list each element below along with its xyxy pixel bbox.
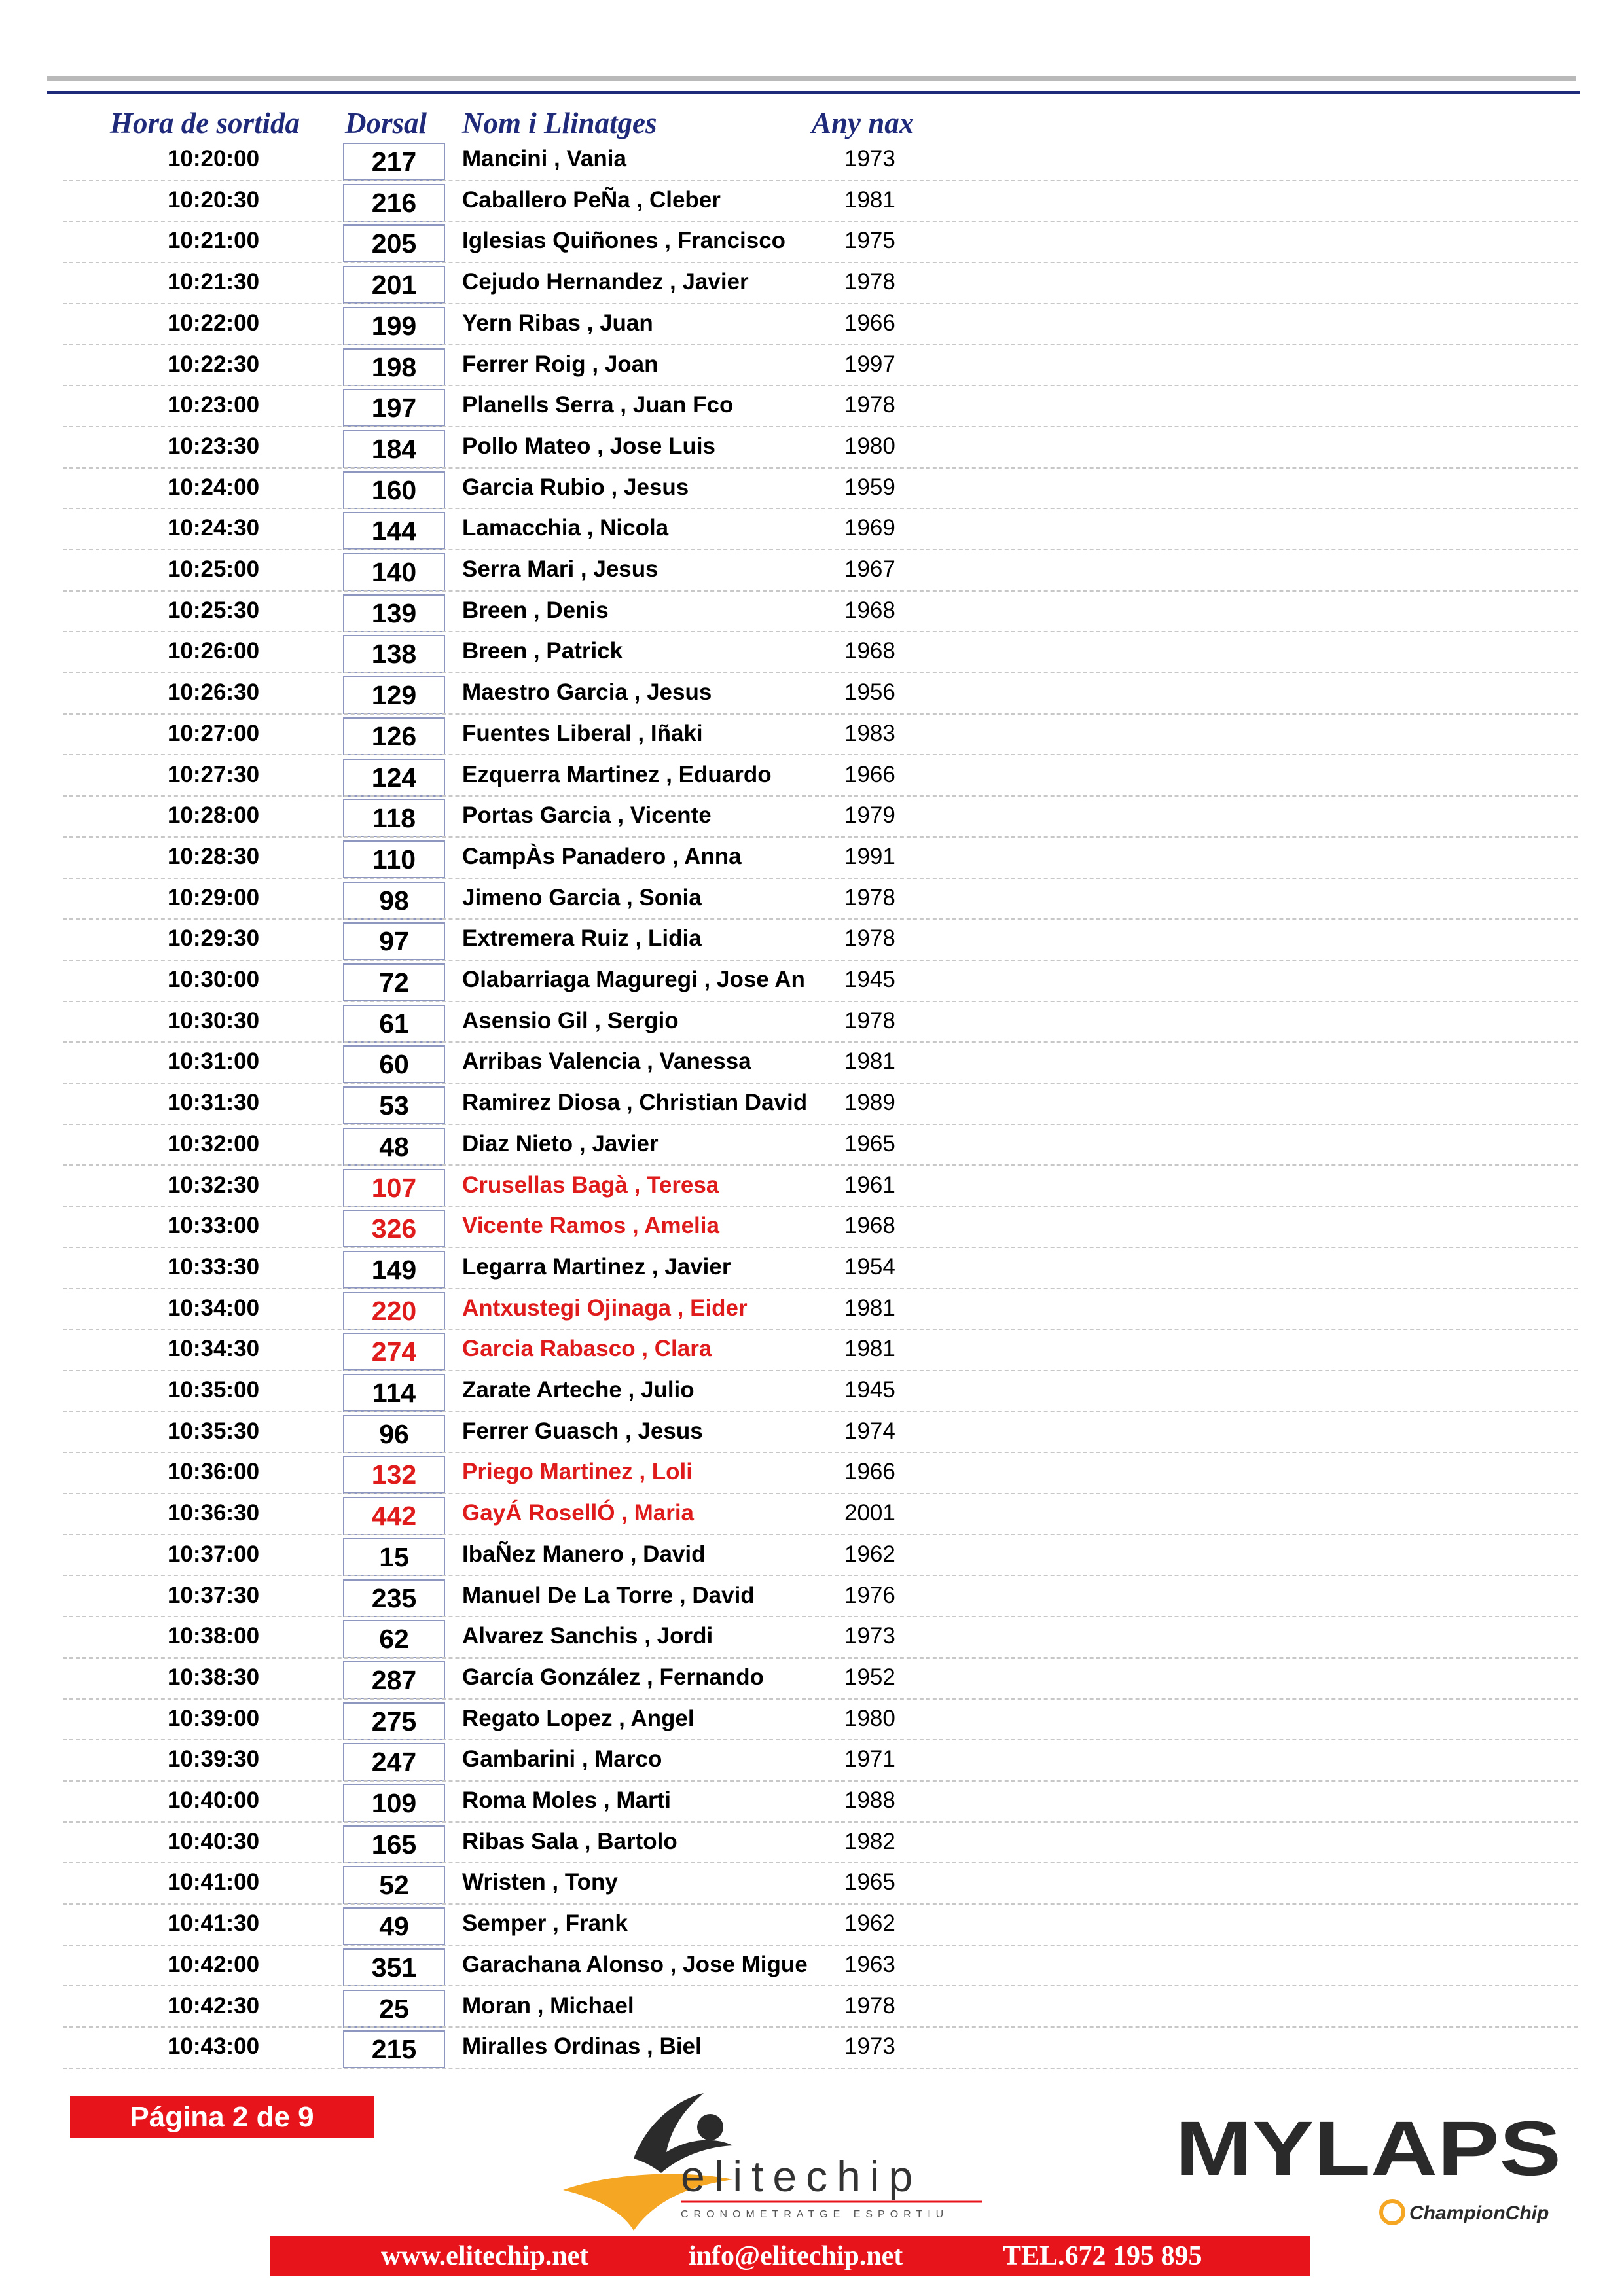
start-time-cell: 10:27:30: [167, 761, 260, 787]
championchip-mark-icon: [1381, 2201, 1403, 2223]
dorsal-cell: 48: [343, 1128, 445, 1166]
table-row: [0, 1535, 1624, 1577]
runner-name-cell: Olabarriaga Maguregi , Jose An: [462, 967, 805, 992]
runner-name-cell: Serra Mari , Jesus: [462, 556, 659, 582]
birth-year-cell: 1966: [844, 1459, 895, 1485]
birth-year-cell: 1945: [844, 967, 895, 992]
dorsal-cell: 220: [343, 1292, 445, 1330]
dorsal-cell: 326: [343, 1210, 445, 1247]
birth-year-cell: 1981: [844, 187, 895, 213]
table-row: [0, 509, 1624, 550]
dorsal-cell: 140: [343, 553, 445, 591]
birth-year-cell: 1945: [844, 1377, 895, 1403]
runner-name-cell: Roma Moles , Marti: [462, 1787, 671, 1813]
header-name: Nom i Llinatges: [462, 107, 657, 139]
runner-name-cell: Garcia Rubio , Jesus: [462, 474, 689, 500]
start-time-cell: 10:21:00: [167, 228, 260, 254]
birth-year-cell: 1978: [844, 269, 895, 295]
table-row: [0, 592, 1624, 633]
start-time-cell: 10:29:30: [167, 925, 260, 952]
table-row: [0, 1166, 1624, 1208]
dorsal-cell: 61: [343, 1005, 445, 1043]
birth-year-cell: 1967: [844, 556, 895, 582]
table-row: [0, 1946, 1624, 1987]
start-time-cell: 10:22:30: [167, 351, 260, 377]
birth-year-cell: 1962: [844, 1910, 895, 1937]
birth-year-cell: 1978: [844, 392, 895, 418]
runner-name-cell: Ribas Sala , Bartolo: [462, 1828, 677, 1854]
start-time-cell: 10:34:30: [167, 1336, 260, 1362]
runner-name-cell: Miralles Ordinas , Biel: [462, 2034, 702, 2060]
runner-name-cell: Maestro Garcia , Jesus: [462, 679, 712, 706]
birth-year-cell: 1968: [844, 638, 895, 664]
dorsal-cell: 275: [343, 1702, 445, 1740]
runner-name-cell: Ezquerra Martinez , Eduardo: [462, 761, 772, 787]
table-row: [0, 1577, 1624, 1618]
dorsal-cell: 198: [343, 348, 445, 386]
birth-year-cell: 1973: [844, 1623, 895, 1649]
runner-name-cell: Garcia Rabasco , Clara: [462, 1336, 712, 1362]
runner-name-cell: Yern Ribas , Juan: [462, 310, 653, 336]
runner-name-cell: Mancini , Vania: [462, 146, 626, 171]
birth-year-cell: 1976: [844, 1582, 895, 1608]
table-row: [0, 756, 1624, 797]
start-time-cell: 10:32:30: [167, 1172, 260, 1198]
table-row: [0, 1782, 1624, 1823]
table-row: [0, 1412, 1624, 1454]
birth-year-cell: 1981: [844, 1295, 895, 1321]
elitechip-tagline: CRONOMETRATGE ESPORTIU: [681, 2209, 949, 2220]
table-row: [0, 1823, 1624, 1864]
birth-year-cell: 1979: [844, 802, 895, 829]
mylaps-wordmark: MYLAPS: [1175, 2106, 1561, 2192]
start-time-cell: 10:25:30: [167, 597, 260, 623]
start-time-cell: 10:28:30: [167, 843, 260, 869]
dorsal-cell: 72: [343, 963, 445, 1001]
table-row: [0, 673, 1624, 715]
dorsal-cell: 215: [343, 2030, 445, 2068]
dorsal-cell: 247: [343, 1743, 445, 1781]
birth-year-cell: 1963: [844, 1951, 895, 1977]
dorsal-cell: 25: [343, 1990, 445, 2028]
runner-name-cell: Ferrer Guasch , Jesus: [462, 1418, 703, 1444]
table-row: [0, 469, 1624, 510]
row-separator: [63, 2068, 1578, 2069]
start-time-cell: 10:38:30: [167, 1664, 260, 1690]
birth-year-cell: 1978: [844, 884, 895, 910]
table-row: [0, 2028, 1624, 2069]
dorsal-cell: 96: [343, 1415, 445, 1453]
top-rule-blue: [47, 91, 1580, 94]
start-time-cell: 10:35:30: [167, 1418, 260, 1444]
runner-name-cell: CampÀs Panadero , Anna: [462, 843, 742, 869]
runner-name-cell: Fuentes Liberal , Iñaki: [462, 720, 703, 746]
birth-year-cell: 1965: [844, 1869, 895, 1895]
start-time-cell: 10:37:30: [167, 1582, 260, 1608]
runner-name-cell: Moran , Michael: [462, 1992, 634, 2018]
start-time-cell: 10:41:30: [167, 1910, 260, 1937]
start-time-cell: 10:33:00: [167, 1213, 260, 1239]
birth-year-cell: 1978: [844, 1007, 895, 1033]
table-row: [0, 1330, 1624, 1371]
runner-name-cell: Ramirez Diosa , Christian David: [462, 1090, 808, 1116]
start-time-cell: 10:20:00: [167, 146, 260, 171]
table-row: [0, 550, 1624, 592]
contact-footer: [270, 2236, 1310, 2276]
birth-year-cell: 1971: [844, 1746, 895, 1772]
dorsal-cell: 98: [343, 882, 445, 920]
table-row: [0, 140, 1624, 181]
mylaps-logo: [1175, 2104, 1568, 2229]
runner-name-cell: Extremera Ruiz , Lidia: [462, 925, 702, 952]
table-row: [0, 386, 1624, 427]
runner-name-cell: GayÁ RosellÓ , Maria: [462, 1500, 695, 1526]
table-row: [0, 304, 1624, 346]
start-time-cell: 10:32:00: [167, 1130, 260, 1157]
runner-name-cell: Jimeno Garcia , Sonia: [462, 884, 702, 910]
footer-phone: TEL.672 195 895: [1003, 2241, 1202, 2271]
start-time-cell: 10:20:30: [167, 187, 260, 213]
runner-name-cell: Legarra Martinez , Javier: [462, 1253, 731, 1280]
start-time-cell: 10:37:00: [167, 1541, 260, 1567]
birth-year-cell: 1966: [844, 761, 895, 787]
runner-name-cell: Garachana Alonso , Jose Migue: [462, 1951, 808, 1977]
start-time-cell: 10:38:00: [167, 1623, 260, 1649]
runner-name-cell: García González , Fernando: [462, 1664, 764, 1690]
column-headers: [0, 105, 1624, 141]
start-time-cell: 10:24:30: [167, 515, 260, 541]
birth-year-cell: 1954: [844, 1253, 895, 1280]
start-time-cell: 10:23:30: [167, 433, 260, 459]
table-row: [0, 346, 1624, 387]
dorsal-cell: 139: [343, 594, 445, 632]
table-row: [0, 1248, 1624, 1289]
runner-name-cell: Arribas Valencia , Vanessa: [462, 1049, 751, 1075]
dorsal-cell: 118: [343, 799, 445, 837]
dorsal-cell: 216: [343, 184, 445, 222]
start-time-cell: 10:40:00: [167, 1787, 260, 1813]
logo-figure-head: [697, 2114, 723, 2140]
start-time-cell: 10:41:00: [167, 1869, 260, 1895]
dorsal-cell: 15: [343, 1538, 445, 1576]
start-time-cell: 10:26:00: [167, 638, 260, 664]
dorsal-cell: 442: [343, 1497, 445, 1535]
start-time-cell: 10:21:30: [167, 269, 260, 295]
dorsal-cell: 126: [343, 717, 445, 755]
birth-year-cell: 1968: [844, 1213, 895, 1239]
dorsal-cell: 351: [343, 1948, 445, 1986]
table-row: [0, 263, 1624, 304]
birth-year-cell: 1974: [844, 1418, 895, 1444]
runner-name-cell: Breen , Denis: [462, 597, 609, 623]
runner-name-cell: Breen , Patrick: [462, 638, 623, 664]
start-time-cell: 10:26:30: [167, 679, 260, 706]
table-row: [0, 427, 1624, 469]
table-row: [0, 961, 1624, 1002]
dorsal-cell: 201: [343, 266, 445, 304]
page-indicator: Página 2 de 9: [70, 2096, 374, 2138]
start-time-cell: 10:35:00: [167, 1377, 260, 1403]
runner-name-cell: Ferrer Roig , Joan: [462, 351, 659, 377]
runner-name-cell: Cejudo Hernandez , Javier: [462, 269, 749, 295]
start-time-cell: 10:28:00: [167, 802, 260, 829]
birth-year-cell: 1978: [844, 1992, 895, 2018]
runner-name-cell: Asensio Gil , Sergio: [462, 1007, 679, 1033]
table-row: [0, 1659, 1624, 1700]
table-row: [0, 1289, 1624, 1331]
dorsal-cell: 165: [343, 1825, 445, 1863]
birth-year-cell: 1988: [844, 1787, 895, 1813]
birth-year-cell: 1973: [844, 146, 895, 171]
table-row: [0, 1043, 1624, 1084]
footer-website-link[interactable]: www.elitechip.net: [381, 2241, 589, 2271]
dorsal-cell: 114: [343, 1374, 445, 1412]
dorsal-cell: 160: [343, 471, 445, 509]
birth-year-cell: 1965: [844, 1130, 895, 1157]
start-time-cell: 10:30:00: [167, 967, 260, 992]
dorsal-cell: 52: [343, 1866, 445, 1904]
table-row: [0, 1700, 1624, 1741]
table-row: [0, 222, 1624, 263]
runner-name-cell: Pollo Mateo , Jose Luis: [462, 433, 716, 459]
table-row: [0, 1494, 1624, 1535]
dorsal-cell: 110: [343, 840, 445, 878]
start-time-cell: 10:40:30: [167, 1828, 260, 1854]
birth-year-cell: 1966: [844, 310, 895, 336]
dorsal-cell: 60: [343, 1045, 445, 1083]
runner-name-cell: Wristen , Tony: [462, 1869, 618, 1895]
runner-name-cell: Zarate Arteche , Julio: [462, 1377, 695, 1403]
birth-year-cell: 1956: [844, 679, 895, 706]
birth-year-cell: 1997: [844, 351, 895, 377]
runner-name-cell: Planells Serra , Juan Fco: [462, 392, 734, 418]
dorsal-cell: 217: [343, 143, 445, 181]
birth-year-cell: 1962: [844, 1541, 895, 1567]
birth-year-cell: 1991: [844, 843, 895, 869]
birth-year-cell: 1968: [844, 597, 895, 623]
table-row: [0, 838, 1624, 879]
start-time-cell: 10:31:00: [167, 1049, 260, 1075]
birth-year-cell: 1980: [844, 1705, 895, 1731]
dorsal-cell: 129: [343, 676, 445, 714]
birth-year-cell: 1975: [844, 228, 895, 254]
runner-name-cell: Crusellas Bagà , Teresa: [462, 1172, 719, 1198]
birth-year-cell: 1961: [844, 1172, 895, 1198]
start-time-cell: 10:29:00: [167, 884, 260, 910]
table-row: [0, 1617, 1624, 1659]
start-time-cell: 10:33:30: [167, 1253, 260, 1280]
dorsal-cell: 274: [343, 1333, 445, 1371]
start-time-cell: 10:39:30: [167, 1746, 260, 1772]
start-time-cell: 10:39:00: [167, 1705, 260, 1731]
table-row: [0, 797, 1624, 838]
birth-year-cell: 1959: [844, 474, 895, 500]
birth-year-cell: 1973: [844, 2034, 895, 2060]
table-row: [0, 1740, 1624, 1782]
dorsal-cell: 235: [343, 1579, 445, 1617]
birth-year-cell: 1981: [844, 1049, 895, 1075]
runner-name-cell: IbaÑez Manero , David: [462, 1541, 706, 1567]
runner-name-cell: Portas Garcia , Vicente: [462, 802, 712, 829]
top-rule-grey: [47, 76, 1576, 81]
dorsal-cell: 287: [343, 1661, 445, 1699]
dorsal-cell: 205: [343, 224, 445, 262]
table-row: [0, 181, 1624, 223]
runner-name-cell: Priego Martinez , Loli: [462, 1459, 693, 1485]
header-dorsal: Dorsal: [345, 107, 427, 139]
dorsal-cell: 109: [343, 1784, 445, 1822]
table-row: [0, 1002, 1624, 1043]
table-row: [0, 1905, 1624, 1946]
dorsal-cell: 107: [343, 1169, 445, 1207]
dorsal-cell: 149: [343, 1251, 445, 1289]
table-row: [0, 1987, 1624, 2028]
birth-year-cell: 1982: [844, 1828, 895, 1854]
runner-name-cell: Manuel De La Torre , David: [462, 1582, 755, 1608]
birth-year-cell: 1969: [844, 515, 895, 541]
runner-name-cell: Lamacchia , Nicola: [462, 515, 669, 541]
table-row: [0, 920, 1624, 961]
birth-year-cell: 1981: [844, 1336, 895, 1362]
table-row: [0, 1084, 1624, 1125]
start-time-cell: 10:27:00: [167, 720, 260, 746]
start-time-cell: 10:36:30: [167, 1500, 260, 1526]
birth-year-cell: 1978: [844, 925, 895, 952]
start-time-cell: 10:34:00: [167, 1295, 260, 1321]
start-time-cell: 10:24:00: [167, 474, 260, 500]
runner-name-cell: Diaz Nieto , Javier: [462, 1130, 659, 1157]
table-row: [0, 879, 1624, 920]
table-row: [0, 1125, 1624, 1166]
birth-year-cell: 1980: [844, 433, 895, 459]
footer-email-link[interactable]: info@elitechip.net: [689, 2241, 903, 2271]
birth-year-cell: 1989: [844, 1090, 895, 1116]
table-row: [0, 632, 1624, 673]
runner-name-cell: Antxustegi Ojinaga , Eider: [462, 1295, 748, 1321]
runner-name-cell: Regato Lopez , Angel: [462, 1705, 695, 1731]
dorsal-cell: 197: [343, 389, 445, 427]
table-row: [0, 1863, 1624, 1905]
dorsal-cell: 53: [343, 1086, 445, 1124]
start-time-cell: 10:43:00: [167, 2034, 260, 2060]
start-time-cell: 10:22:00: [167, 310, 260, 336]
start-time-cell: 10:25:00: [167, 556, 260, 582]
elitechip-wordmark: elitechip: [681, 2152, 922, 2200]
runner-name-cell: Gambarini , Marco: [462, 1746, 662, 1772]
start-time-cell: 10:30:30: [167, 1007, 260, 1033]
dorsal-cell: 184: [343, 430, 445, 468]
runner-name-cell: Caballero PeÑa , Cleber: [462, 187, 721, 213]
runner-name-cell: Iglesias Quiñones , Francisco: [462, 228, 786, 254]
birth-year-cell: 2001: [844, 1500, 895, 1526]
table-row: [0, 715, 1624, 756]
dorsal-cell: 144: [343, 512, 445, 550]
runner-name-cell: Vicente Ramos , Amelia: [462, 1213, 719, 1239]
table-row: [0, 1371, 1624, 1412]
start-time-cell: 10:23:00: [167, 392, 260, 418]
start-time-cell: 10:31:30: [167, 1090, 260, 1116]
dorsal-cell: 62: [343, 1620, 445, 1658]
header-birth-year: Any nax: [812, 107, 914, 139]
table-row: [0, 1453, 1624, 1494]
table-row: [0, 1207, 1624, 1248]
runner-name-cell: Alvarez Sanchis , Jordi: [462, 1623, 713, 1649]
birth-year-cell: 1952: [844, 1664, 895, 1690]
start-time-cell: 10:42:30: [167, 1992, 260, 2018]
runner-name-cell: Semper , Frank: [462, 1910, 628, 1937]
dorsal-cell: 138: [343, 635, 445, 673]
elitechip-logo: [556, 2093, 988, 2231]
header-start-time: Hora de sortida: [110, 107, 300, 139]
championchip-text: ChampionChip: [1409, 2202, 1549, 2224]
dorsal-cell: 132: [343, 1456, 445, 1494]
dorsal-cell: 199: [343, 307, 445, 345]
dorsal-cell: 124: [343, 759, 445, 797]
start-time-cell: 10:36:00: [167, 1459, 260, 1485]
start-time-cell: 10:42:00: [167, 1951, 260, 1977]
dorsal-cell: 97: [343, 922, 445, 960]
birth-year-cell: 1983: [844, 720, 895, 746]
dorsal-cell: 49: [343, 1907, 445, 1945]
